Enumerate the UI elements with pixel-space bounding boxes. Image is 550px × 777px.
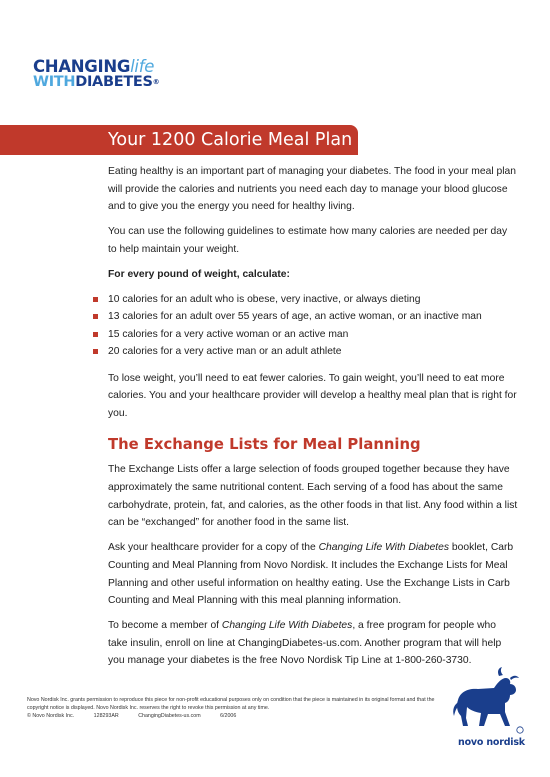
bullet-square-icon (93, 332, 98, 337)
logo-changing: CHANGING (33, 57, 131, 76)
guideline-heading: For every pound of weight, calculate: (108, 268, 290, 280)
bullet-square-icon (93, 349, 98, 354)
copyright-text: © Novo Nordisk Inc. (27, 712, 75, 719)
bullet-square-icon (93, 314, 98, 319)
apis-bull-icon (450, 666, 526, 738)
list-item-text: 13 calories for an adult over 55 years of age, an active woman, or an inactive man (108, 311, 482, 323)
text-segment: To become a member of (108, 620, 222, 632)
bullet-square-icon (93, 297, 98, 302)
document-body (108, 163, 518, 678)
logo-with: WITH (33, 74, 76, 90)
exchange-lists-heading: The Exchange Lists for Meal Planning (108, 436, 421, 454)
text-segment: , a free program for people who take insulin, enroll on line at ChangingDiabetes-us.com. Another program that will help you manage your diabetes is the free Novo Nordisk Tip Line at 1-800-260-3730. (108, 620, 502, 667)
logo-diabetes: DIABETES (75, 74, 153, 90)
novo-nordisk-wordmark: novo nordisk (458, 737, 525, 748)
list-item (90, 291, 518, 308)
calorie-guideline-list (90, 291, 518, 361)
exchange-paragraph-1: The Exchange Lists offer a large selection of foods grouped together because they have approximately the same nutritional content. Each serving of a food has about the same carbohydrate, protein, fat, and calories, as the other foods in that list. Any food within a list can be “exchanged” for another food in the same list. (108, 464, 518, 529)
weight-note: To lose weight, you’ll need to eat fewer calories. To gain weight, you’ll need to eat more calories. You and your healthcare provider will develop a healthy meal plan that is right for you. (108, 372, 517, 419)
text-segment: Ask your healthcare provider for a copy of the (108, 542, 319, 554)
website-text: ChangingDiabetes-us.com (138, 712, 201, 719)
list-item (90, 308, 518, 325)
booklet-title: Changing Life With Diabetes (318, 542, 450, 554)
logo-line-1 (33, 58, 163, 75)
page-title: Your 1200 Calorie Meal Plan (108, 130, 353, 150)
list-item (90, 326, 518, 343)
text-segment: booklet, Carb Counting and Meal Planning from Novo Nordisk. It includes the Exchange Lists for Meal Planning and other useful information on healthy eating. Use the Exchange Lists in Carb Counting and Meal Planning with this meal planning information. (108, 542, 514, 607)
publish-date: 6/2006 (220, 712, 237, 719)
logo-life: life (130, 57, 155, 76)
logo-registered-mark: ® (152, 78, 160, 86)
footer-meta-row (27, 713, 447, 721)
intro-paragraph-1: Eating healthy is an important part of managing your diabetes. The food in your meal plan will provide the calories and nutrients you need each day to manage your blood glucose and to give you the energy you need for healthy living. (108, 166, 516, 213)
footer (27, 697, 447, 720)
logo-line-2 (33, 75, 163, 90)
exchange-paragraph-3 (108, 617, 518, 670)
changing-life-logo (33, 58, 163, 92)
permission-notice: Novo Nordisk Inc. grants permission to reproduce this piece for non-profit educational purposes only on condition that the piece is maintained in its original format and that the copyright notice is displayed. Novo Nordisk Inc. reserves the right to revoke this permission at any time. (27, 697, 435, 711)
list-item (90, 343, 518, 360)
list-item-text: 10 calories for an adult who is obese, very inactive, or always dieting (108, 294, 421, 306)
program-name: Changing Life With Diabetes (221, 620, 353, 632)
intro-paragraph-2: You can use the following guidelines to estimate how many calories are needed per day to help maintain your weight. (108, 226, 508, 255)
list-item-text: 15 calories for a very active woman or an active man (108, 328, 349, 340)
list-item-text: 20 calories for a very active man or an adult athlete (108, 346, 342, 358)
document-code: 128293AR (93, 712, 119, 719)
exchange-paragraph-2 (108, 539, 518, 609)
